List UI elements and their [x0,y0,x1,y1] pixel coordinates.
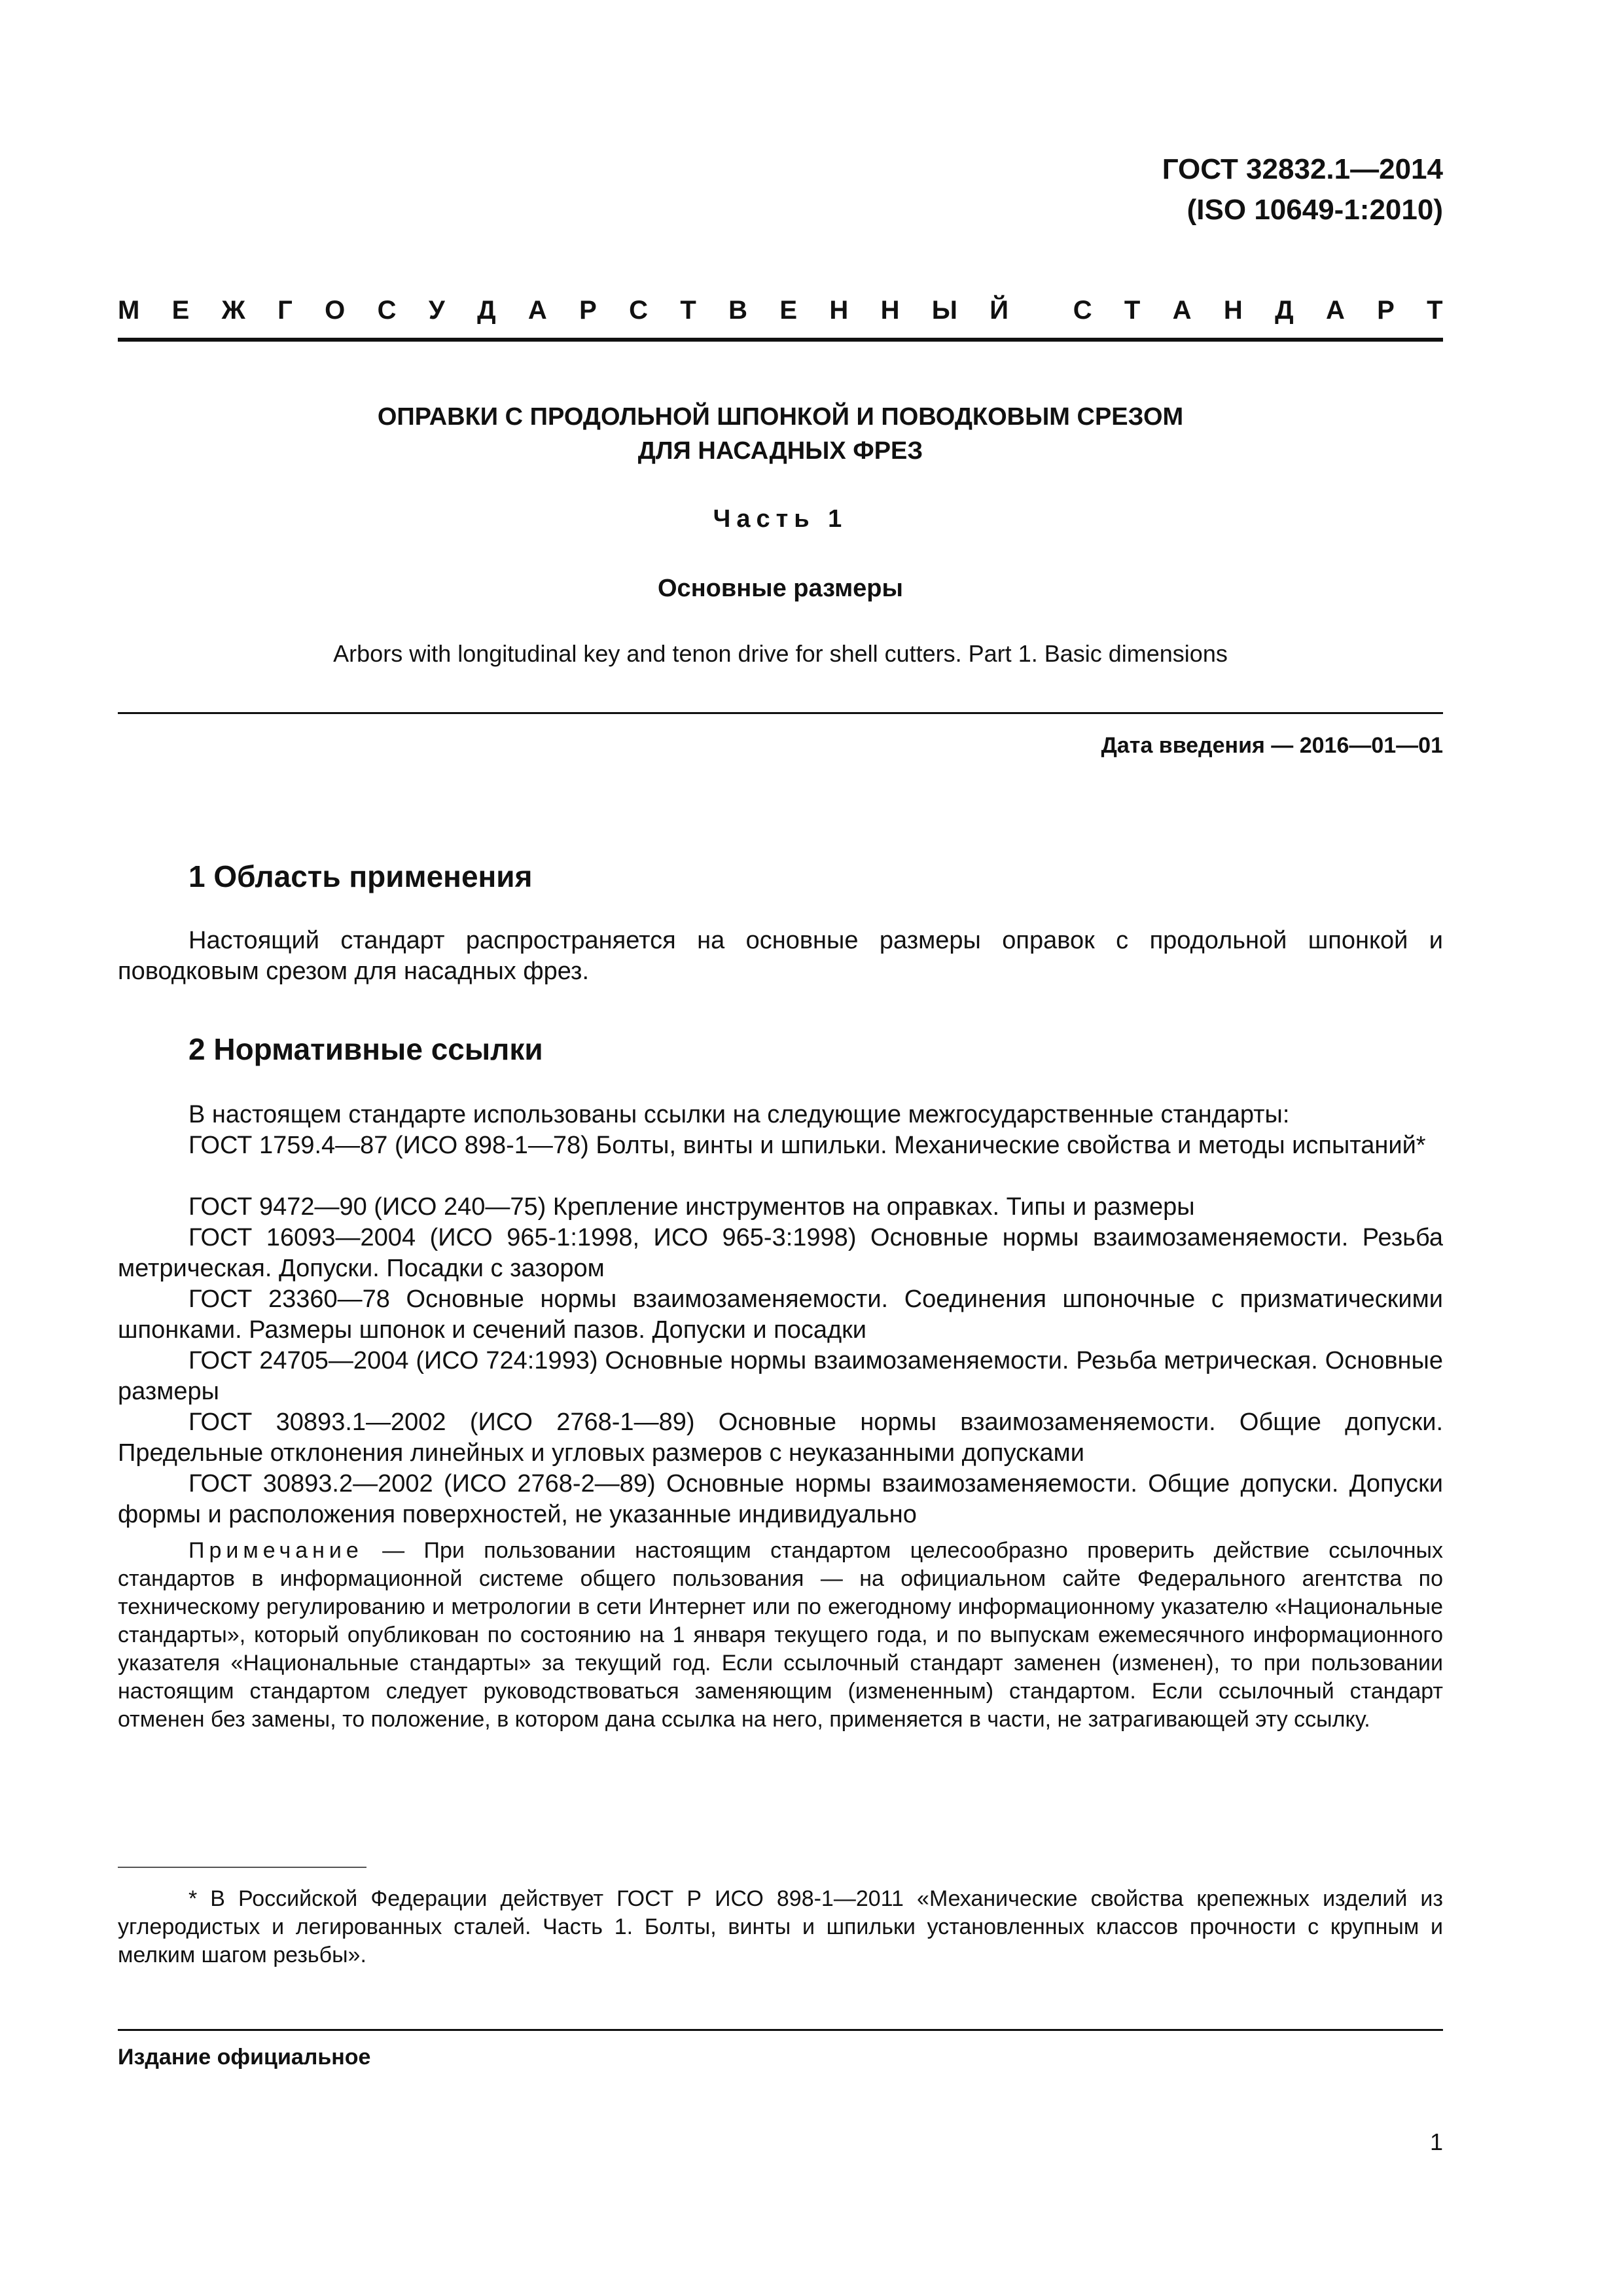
banner-letter: М [118,296,140,325]
title-rule [118,712,1443,714]
banner-letter: Т [680,296,696,325]
banner-letter: У [428,296,445,325]
document-code-iso: (ISO 10649-1:2010) [1186,194,1443,226]
banner-letter: Г [277,296,293,325]
reference-item: ГОСТ 9472—90 (ИСО 240—75) Крепление инструментов на оправках. Типы и размеры [188,1193,1195,1221]
title-line-1: ОПРАВКИ С ПРОДОЛЬНОЙ ШПОНКОЙ И ПОВОДКОВЫМ СРЕЗОМ [377,403,1184,431]
reference-item: ГОСТ 23360—78 Основные нормы взаимозаменяемости. Соединения шпоночные с призматическими шпонками. Размеры шпонок и сечений пазов. Допуски и посадки [118,1285,1443,1344]
subtitle: Основные размеры [658,575,903,602]
reference-item: ГОСТ 1759.4—87 (ИСО 898-1—78) Болты, винты и шпильки. Механические свойства и методы испытаний* [188,1132,1426,1159]
footnote: * В Российской Федерации действует ГОСТ Р ИСО 898-1—2011 «Механические свойства крепежных изделий из углеродистых и легированных сталей. Часть 1. Болты, винты и шпильки установленных классов прочности с крупным и мелким шагом резьбы». [118,1886,1443,1967]
banner-letter: А [527,296,547,325]
english-title: Arbors with longitudinal key and tenon drive for shell cutters. Part 1. Basic dimensions [333,640,1228,667]
footer-rule [118,2029,1443,2031]
banner-letter: Ы [931,296,957,325]
banner-letter: С [377,296,397,325]
note-text: — При пользовании настоящим стандартом целесообразно проверить действие ссылочных стандартов в информационной системе общего пользования — на официальном сайте Федерального агентства по техническому регулированию и метрологии в сети Интернет или по ежегодному информационному указателю «Национальные стандарты», который опубликован по состоянию на 1 января текущего года, и по выпускам ежемесячного информационного указателя «Национальные стандарты» за текущий год. Если ссылочный стандарт заменен (изменен), то при пользовании настоящим стандартом следует руководствоваться заменяющим (измененным) стандартом. Если ссылочный стандарт отменен без замены, то положение, в котором дана ссылка на него, применяется в части, не затрагивающей эту ссылку. [118,1538,1443,1732]
banner-letter: Т [1427,296,1443,325]
banner-letter: Р [579,296,597,325]
banner-letter: В [728,296,747,325]
document-code [1162,149,1443,230]
title-line-2: ДЛЯ НАСАДНЫХ ФРЕЗ [637,437,923,465]
section-2-heading: 2 Нормативные ссылки [188,1032,543,1066]
banner-letter: Т [1124,296,1141,325]
part-label: Часть 1 [713,505,848,533]
banner-rule [118,338,1443,342]
banner-letter: Д [1275,296,1294,325]
banner-letter: Й [990,296,1009,325]
banner-letter: Н [829,296,849,325]
standard-type-banner [118,296,1443,325]
banner-letter: Е [779,296,798,325]
banner-letter: Ж [221,296,245,325]
footnote-rule [118,1867,366,1868]
document-code-gost: ГОСТ 32832.1—2014 [1162,153,1443,185]
reference-item: ГОСТ 30893.1—2002 (ИСО 2768-1—89) Основные нормы взаимозаменяемости. Общие допуски. Предельные отклонения линейных и угловых размеров с неуказанными допусками [118,1408,1443,1467]
reference-item: ГОСТ 16093—2004 (ИСО 965-1:1998, ИСО 965-3:1998) Основные нормы взаимозаменяемости. Резьба метрическая. Допуски. Посадки с зазором [118,1224,1443,1282]
note [118,1537,1443,1734]
banner-letter: С [629,296,649,325]
banner-letter: Н [880,296,900,325]
references-intro: В настоящем стандарте использованы ссылки на следующие межгосударственные стандарты: [188,1101,1290,1128]
introduction-date: Дата введения — 2016—01—01 [1101,733,1443,758]
note-label: Примечание [188,1538,363,1563]
banner-letter: С [1073,296,1092,325]
reference-item: ГОСТ 30893.2—2002 (ИСО 2768-2—89) Основные нормы взаимозаменяемости. Общие допуски. Допуски формы и расположения поверхностей, не указанные индивидуально [118,1470,1443,1528]
banner-letter: А [1172,296,1192,325]
banner-letter: Е [171,296,190,325]
page-number: 1 [1429,2128,1443,2155]
reference-item: ГОСТ 24705—2004 (ИСО 724:1993) Основные нормы взаимозаменяемости. Резьба метрическая. Основные размеры [118,1347,1443,1405]
section-1-text: Настоящий стандарт распространяется на основные размеры оправок с продольной шпонкой и поводковым срезом для насадных фрез. [118,927,1443,985]
banner-letter: Р [1377,296,1395,325]
banner-letter: Д [477,296,496,325]
edition-label: Издание официальное [118,2045,371,2070]
section-1-heading: 1 Область применения [188,859,533,893]
banner-letter: О [325,296,346,325]
banner-letter: Н [1223,296,1243,325]
banner-letter: А [1325,296,1345,325]
